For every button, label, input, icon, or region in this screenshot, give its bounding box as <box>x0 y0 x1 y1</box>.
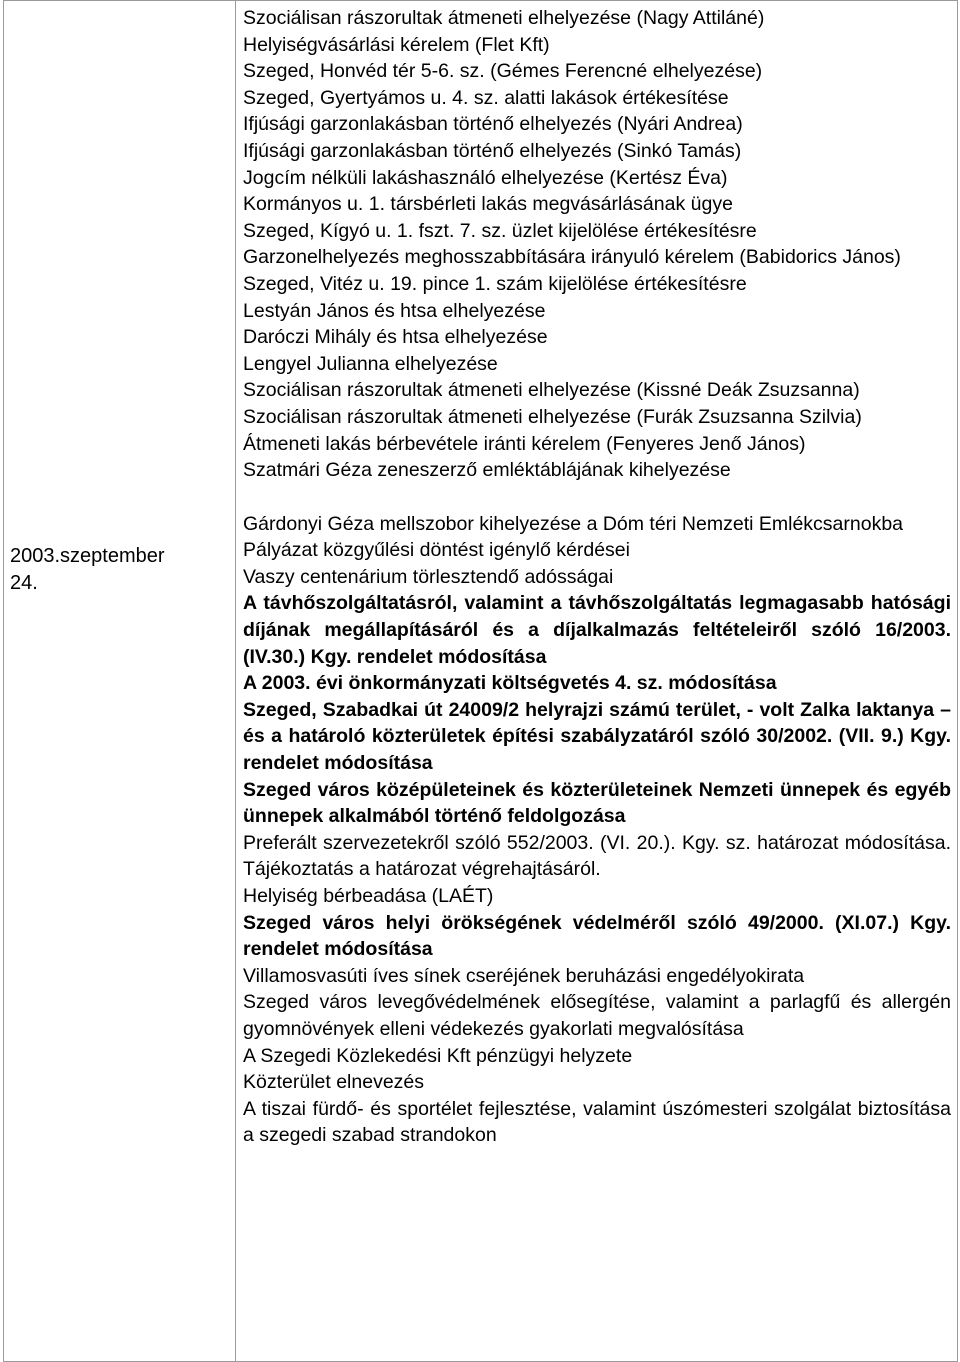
agenda-item: Lestyán János és htsa elhelyezése <box>243 299 546 322</box>
agenda-item: A távhőszolgáltatásról, valamint a távhőszolgáltatás legmagasabb hatósági díjának megállapításáról és a díjalkalmazás feltételeiről szóló 16/2003. (IV.30.) Kgy. rendelet módosítása <box>243 592 951 668</box>
agenda-item: Kormányos u. 1. társbérleti lakás megvásárlásának ügye <box>243 193 733 216</box>
agenda-item: A Szegedi Közlekedési Kft pénzügyi helyzete <box>243 1044 633 1067</box>
meeting-date-line2: 24. <box>10 571 38 594</box>
agenda-item: Közterület elnevezés <box>243 1071 425 1094</box>
agenda-item: Szeged, Honvéd tér 5-6. sz. (Gémes Ferencné elhelyezése) <box>243 60 763 83</box>
agenda-item: Szeged város levegővédelmének elősegítése, valamint a parlagfű és allergén gyomnövények elleni védekezés gyakorlati megvalósítása <box>243 991 951 1040</box>
blank-line <box>243 484 951 511</box>
date-cell <box>4 1 236 1362</box>
agenda-items-list <box>243 5 951 1149</box>
meeting-date-line1: 2003.szeptember <box>10 545 165 567</box>
agenda-item: Szeged város középületeinek és közterületeinek Nemzeti ünnepek és egyéb ünnepek alkalmából történő feldolgozása <box>243 778 951 828</box>
agenda-item: Szatmári Géza zeneszerző emléktáblájának kihelyezése <box>243 459 731 482</box>
agenda-item: Garzonelhelyezés meghosszabbítására irányuló kérelem (Babidorics János) <box>243 246 901 269</box>
agenda-item: Preferált szervezetekről szóló 552/2003. (VI. 20.). Kgy. sz. határozat módosítása. Tájékoztatás a határozat végrehajtásáról. <box>243 831 951 881</box>
agenda-item: Szeged, Gyertyámos u. 4. sz. alatti lakások értékesítése <box>243 86 729 109</box>
agenda-item: Ifjúsági garzonlakásban történő elhelyezés (Nyári Andrea) <box>243 113 743 136</box>
agenda-items-cell <box>236 1 958 1362</box>
agenda-item: Helyiségvásárlási kérelem (Flet Kft) <box>243 33 550 56</box>
agenda-item: Gárdonyi Géza mellszobor kihelyezése a Dóm téri Nemzeti Emlékcsarnokba <box>243 512 904 535</box>
agenda-item: Daróczi Mihály és htsa elhelyezése <box>243 326 548 349</box>
agenda-item: Szeged város helyi örökségének védelméről szóló 49/2000. (XI.07.) Kgy. rendelet módosítása <box>243 911 951 961</box>
agenda-item: Helyiség bérbeadása (LAÉT) <box>243 885 494 907</box>
agenda-table <box>3 0 958 1362</box>
agenda-item: Pályázat közgyűlési döntést igénylő kérdései <box>243 539 630 562</box>
agenda-item: Szociálisan rászorultak átmeneti elhelyezése (Nagy Attiláné) <box>243 7 765 29</box>
agenda-item: Szeged, Kígyó u. 1. fszt. 7. sz. üzlet kijelölése értékesítésre <box>243 219 757 242</box>
agenda-item: Lengyel Julianna elhelyezése <box>243 352 498 375</box>
agenda-item: Vaszy centenárium törlesztendő adósságai <box>243 565 614 588</box>
agenda-item: Átmeneti lakás bérbevétele iránti kérelem (Fenyeres Jenő János) <box>243 432 806 455</box>
agenda-item: Szociálisan rászorultak átmeneti elhelyezése (Kissné Deák Zsuzsanna) <box>243 379 860 402</box>
agenda-item: A 2003. évi önkormányzati költségvetés 4. sz. módosítása <box>243 672 777 695</box>
agenda-item: Villamosvasúti íves sínek cseréjének beruházási engedélyokirata <box>243 964 805 987</box>
agenda-item: Jogcím nélküli lakáshasználó elhelyezése (Kertész Éva) <box>243 166 728 189</box>
agenda-item: Szeged, Vitéz u. 19. pince 1. szám kijelölése értékesítésre <box>243 272 747 295</box>
meeting-date <box>10 543 165 596</box>
agenda-row <box>4 1 958 1362</box>
agenda-item: Ifjúsági garzonlakásban történő elhelyezés (Sinkó Tamás) <box>243 139 742 162</box>
agenda-item: Szeged, Szabadkai út 24009/2 helyrajzi számú terület, - volt Zalka laktanya – és a határoló közterületek építési szabályzatáról szóló 30/2002. (VII. 9.) Kgy. rendelet módosítása <box>243 698 951 775</box>
agenda-item: Szociálisan rászorultak átmeneti elhelyezése (Furák Zsuzsanna Szilvia) <box>243 405 862 428</box>
agenda-item: A tiszai fürdő- és sportélet fejlesztése, valamint úszómesteri szolgálat biztosítása a szegedi szabad strandokon <box>243 1097 951 1147</box>
